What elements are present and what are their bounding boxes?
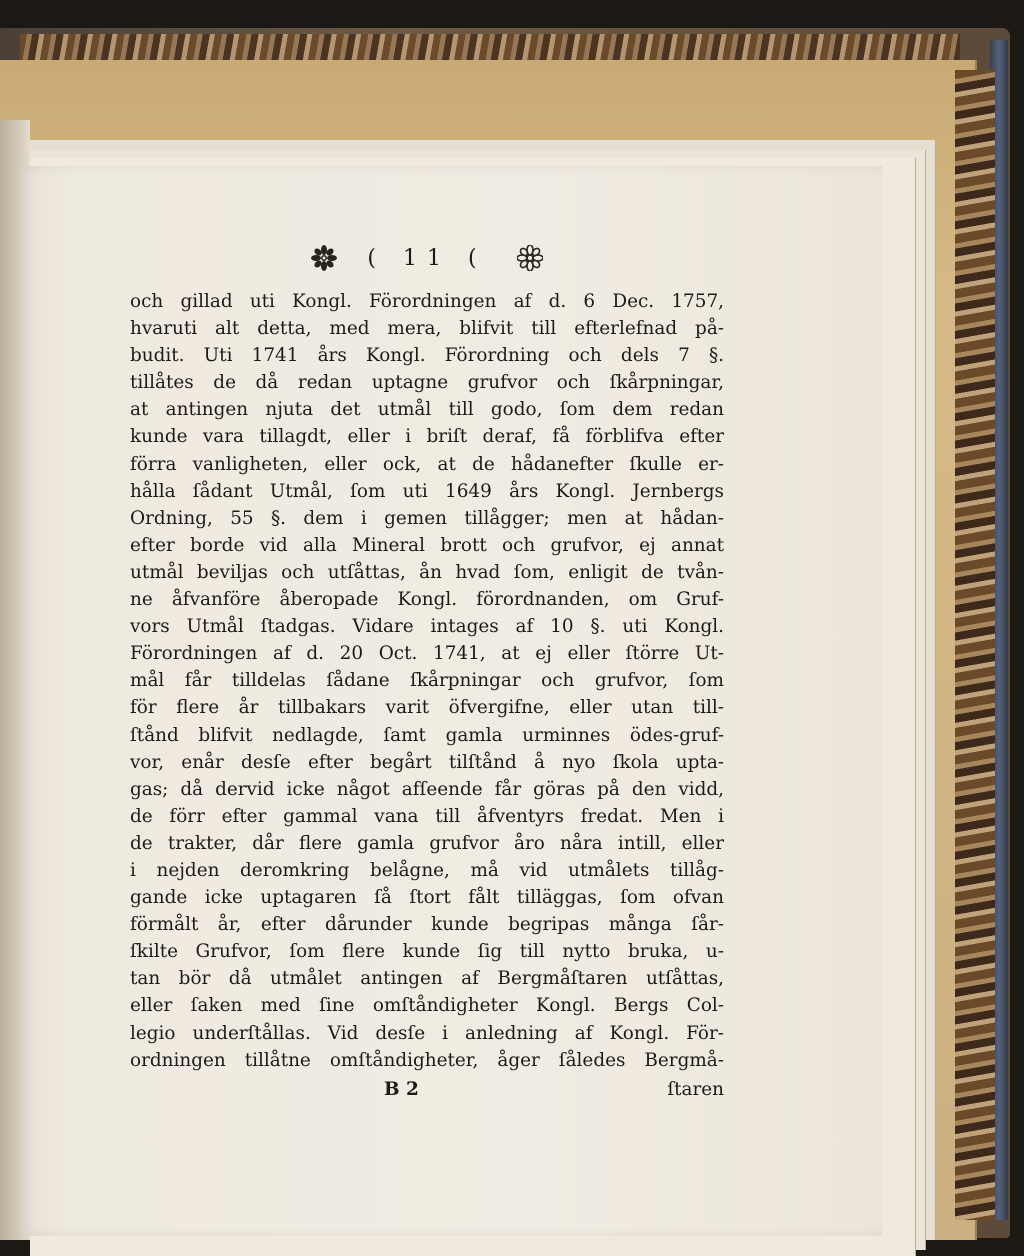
text-line: gande icke uptagaren ſå ſtort fålt tilläggas, ſom ofvan: [130, 887, 724, 909]
page-footer: [130, 1076, 724, 1103]
text-line: hvaruti alt detta, med mera, blifvit till efterlefnad på-: [130, 318, 724, 340]
text-line: ſkilte Grufvor, ſom flere kunde ſig till nytto bruka, u-: [130, 941, 724, 963]
text-line: gas; då dervid icke något afſeende får göras på den vidd,: [130, 778, 724, 800]
signature-mark: B 2: [384, 1078, 419, 1100]
page-number: ( 11 (: [367, 245, 487, 271]
text-line: tan bör då utmålet antingen af Bergmåſtaren utſåttas,: [130, 968, 724, 990]
text-line: Ordning, 55 §. dem i gemen tillågger; men at hådan-: [130, 507, 724, 529]
text-line: och gillad uti Kongl. Förordningen af d. 6 Dec. 1757,: [130, 291, 724, 312]
text-line: de förr efter gammal vana till åfventyrs fredat. Men i: [130, 805, 724, 827]
page-text-block: [130, 236, 724, 1103]
text-line: för flere år tillbakars varit öfvergifne, eller utan till-: [130, 697, 724, 719]
text-line: eller ſaken med ſine omſtåndigheter Kongl. Bergs Col-: [130, 995, 724, 1017]
text-line: de trakter, dår flere gamla grufvor åro nåra intill, eller: [130, 832, 724, 854]
running-header: [130, 236, 724, 280]
text-line: i nejden deromkring belågne, må vid utmålets tillåg-: [130, 859, 724, 881]
text-line: hålla ſådant Utmål, ſom uti 1649 års Kongl. Jernbergs: [130, 480, 724, 502]
text-line: legio underſtållas. Vid desſe i anledning af Kongl. För-: [130, 1022, 724, 1044]
text-line: vors Utmål ſtadgas. Vidare intages af 10 §. uti Kongl.: [130, 616, 724, 638]
catchword: ſtaren: [667, 1078, 724, 1100]
text-line: Förordningen af d. 20 Oct. 1741, at ej eller ſtörre Ut-: [130, 643, 724, 665]
marbled-board-edge: [955, 70, 995, 1220]
text-line: mål får tilldelas ſådane ſkårpningar och grufvor, ſom: [130, 670, 724, 692]
flower-ornament-icon: [517, 245, 543, 271]
text-line: utmål beviljas och utſåttas, ån hvad ſom, enligit de tvån-: [130, 561, 724, 583]
text-line: tillåtes de då redan uptagne grufvor och ſkårpningar,: [130, 372, 724, 394]
text-line: budit. Uti 1741 års Kongl. Förordning och dels 7 §.: [130, 345, 724, 367]
text-line: förra vanligheten, eller ock, at de hådanefter ſkulle er-: [130, 453, 724, 475]
text-line: ne åfvanföre åberopade Kongl. förordnanden, om Gruf-: [130, 589, 724, 611]
text-line: efter borde vid alla Mineral brott och grufvor, ej annat: [130, 534, 724, 556]
text-line: kunde vara tillagdt, eller i briſt deraf, få förblifva efter: [130, 426, 724, 448]
text-line: förmålt år, efter dårunder kunde begripas många ſår-: [130, 914, 724, 936]
text-line: ſtånd blifvit nedlagde, ſamt gamla urminnes ödes-gruf-: [130, 724, 724, 746]
text-line: vor, enår desſe efter begårt tilſtånd å nyo ſkola upta-: [130, 751, 724, 773]
text-line: ordningen tillåtne omſtåndigheter, åger ſåledes Bergmå-: [130, 1049, 724, 1071]
flower-ornament-icon: [311, 245, 337, 271]
text-line: at antingen njuta det utmål till godo, ſom dem redan: [130, 399, 724, 421]
